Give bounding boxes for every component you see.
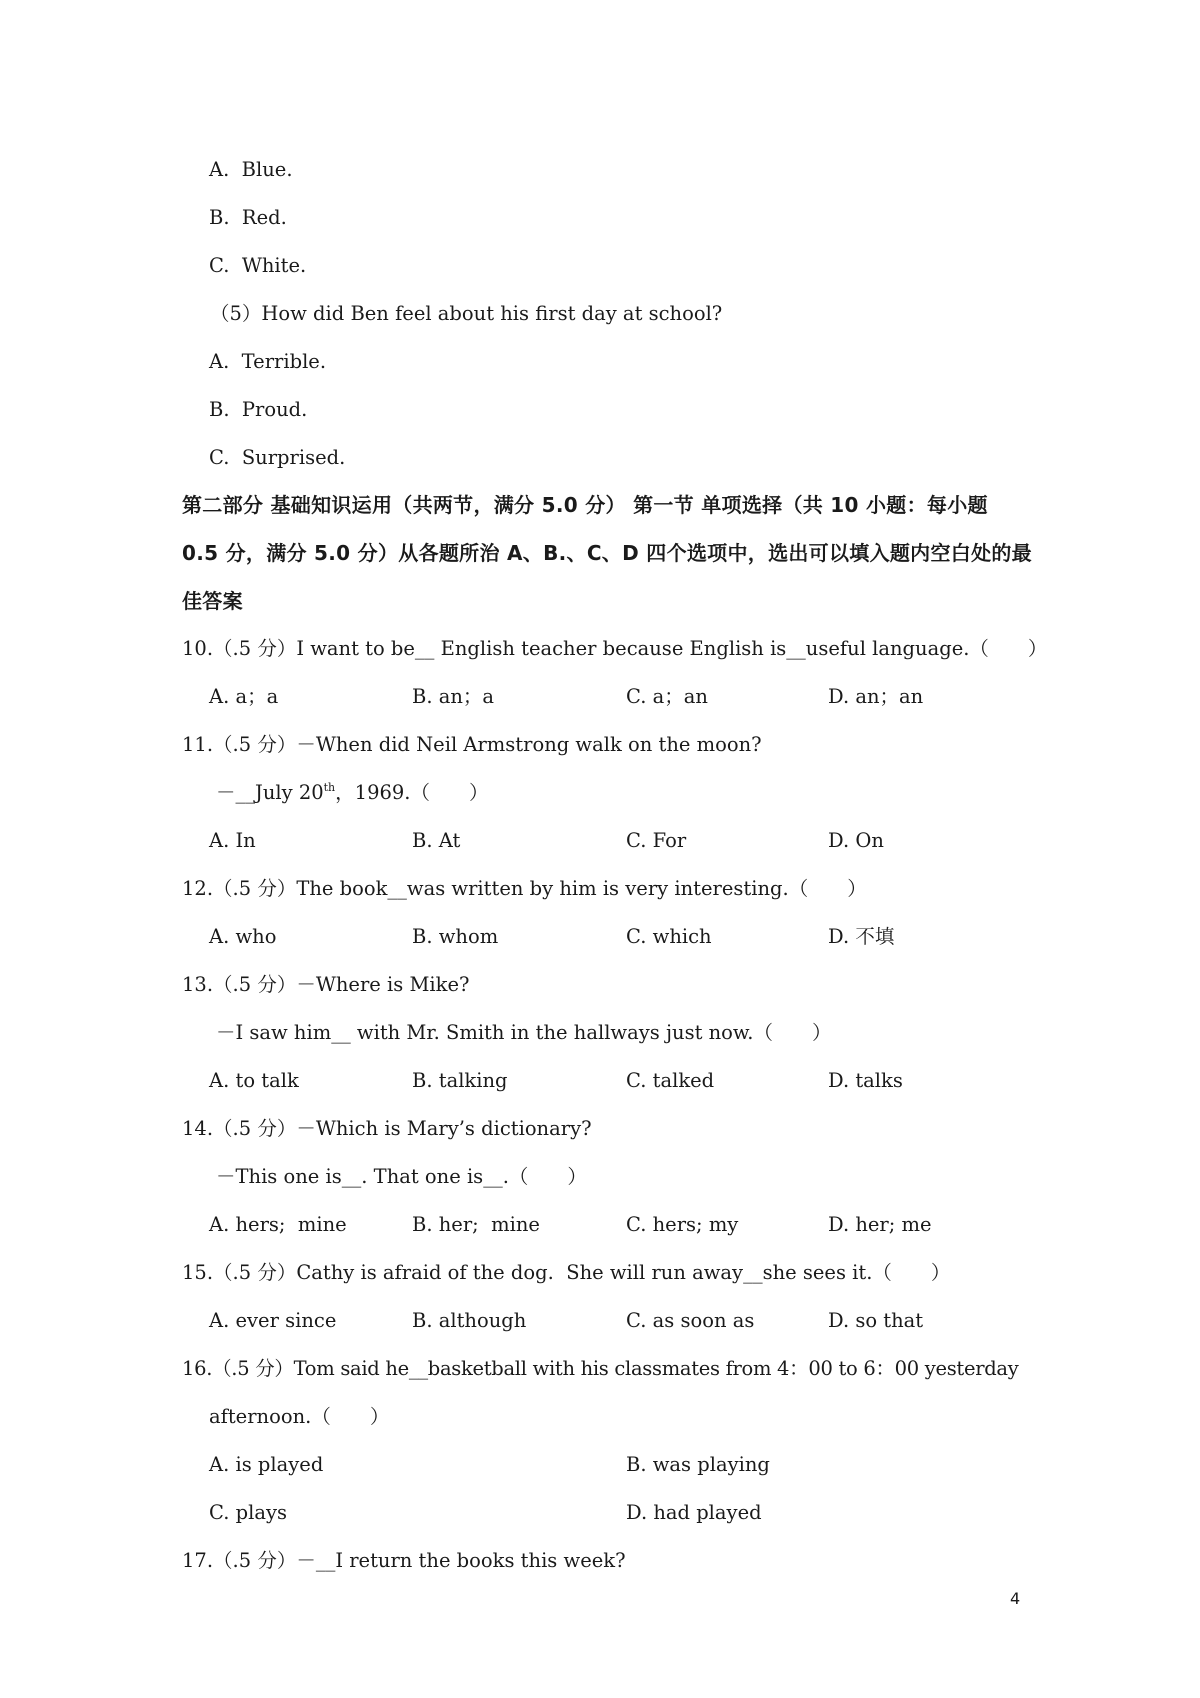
q5-option-b: B. Proud.	[209, 398, 308, 421]
q16-option-b: B. was playing	[626, 1453, 770, 1476]
q16-option-a: A. is played	[209, 1453, 324, 1476]
q11-superscript: th	[323, 781, 336, 794]
page-number: 4	[1010, 1589, 1021, 1608]
q10-option-d: D. an；an	[828, 685, 924, 708]
q13-option-b: B. talking	[412, 1069, 508, 1092]
section-header-line-3: 佳答案	[182, 589, 243, 613]
q14-option-d: D. her; me	[828, 1213, 932, 1236]
q11-option-b: B. At	[412, 829, 461, 852]
q11-answer-line: －__July 20th，1969.（ ）	[216, 781, 489, 804]
q15-option-a: A. ever since	[209, 1309, 337, 1332]
q5-option-a: A. Terrible.	[209, 350, 327, 373]
q14-option-a: A. hers; mine	[209, 1213, 347, 1236]
q10-option-c: C. a；an	[626, 685, 708, 708]
q11-stem: 11.（.5 分）－When did Neil Armstrong walk on the moon?	[182, 733, 762, 756]
q13-option-d: D. talks	[828, 1069, 903, 1092]
q15-option-b: B. although	[412, 1309, 527, 1332]
q12-option-a: A. who	[209, 925, 277, 948]
q13-stem: 13.（.5 分）－Where is Mike?	[182, 973, 470, 996]
q5-stem: （5）How did Ben feel about his first day at school?	[210, 302, 723, 325]
option-c: C. White.	[209, 254, 307, 277]
section-header-line-2: 0.5 分，满分 5.0 分）从各题所治 A、B.、C、D 四个选项中，选出可以填入题内空白处的最	[182, 541, 1032, 565]
q13-answer-line: －I saw him__ with Mr. Smith in the hallways just now.（ ）	[216, 1021, 832, 1044]
q15-stem: 15.（.5 分）Cathy is afraid of the dog. She will run away__she sees it.（ ）	[182, 1261, 951, 1284]
q16-stem: 16.（.5 分）Tom said he__basketball with his classmates from 4：00 to 6：00 yesterday	[182, 1357, 1019, 1380]
q14-option-c: C. hers; my	[626, 1213, 739, 1236]
q12-option-b: B. whom	[412, 925, 499, 948]
option-b: B. Red.	[209, 206, 287, 229]
q12-option-c: C. which	[626, 925, 712, 948]
q11-option-c: C. For	[626, 829, 687, 852]
section-header-line-1: 第二部分 基础知识运用（共两节，满分 5.0 分） 第一节 单项选择（共 10 小题：每小题	[182, 493, 988, 517]
q10-option-a: A. a；a	[209, 685, 279, 708]
q10-option-b: B. an；a	[412, 685, 495, 708]
q12-option-d: D. 不填	[828, 925, 895, 948]
q12-stem: 12.（.5 分）The book__was written by him is very interesting.（ ）	[182, 877, 867, 900]
q15-option-c: C. as soon as	[626, 1309, 755, 1332]
q16-stem-continued: afternoon.（ ）	[209, 1405, 390, 1428]
q17-stem: 17.（.5 分）－__I return the books this week?	[182, 1549, 626, 1572]
q11-option-a: A. In	[209, 829, 256, 852]
q11-option-d: D. On	[828, 829, 884, 852]
q13-option-a: A. to talk	[209, 1069, 299, 1092]
option-a: A. Blue.	[209, 158, 293, 181]
q13-option-c: C. talked	[626, 1069, 715, 1092]
q10-stem: 10.（.5 分）I want to be__ English teacher because English is__useful language.（ ）	[182, 637, 1048, 660]
q16-option-d: D. had played	[626, 1501, 762, 1524]
q15-option-d: D. so that	[828, 1309, 924, 1332]
q14-option-b: B. her; mine	[412, 1213, 540, 1236]
q5-option-c: C. Surprised.	[209, 446, 346, 469]
q14-stem: 14.（.5 分）－Which is Mary’s dictionary?	[182, 1117, 592, 1140]
q16-option-c: C. plays	[209, 1501, 287, 1524]
q14-answer-line: －This one is__. That one is__.（ ）	[216, 1165, 587, 1188]
